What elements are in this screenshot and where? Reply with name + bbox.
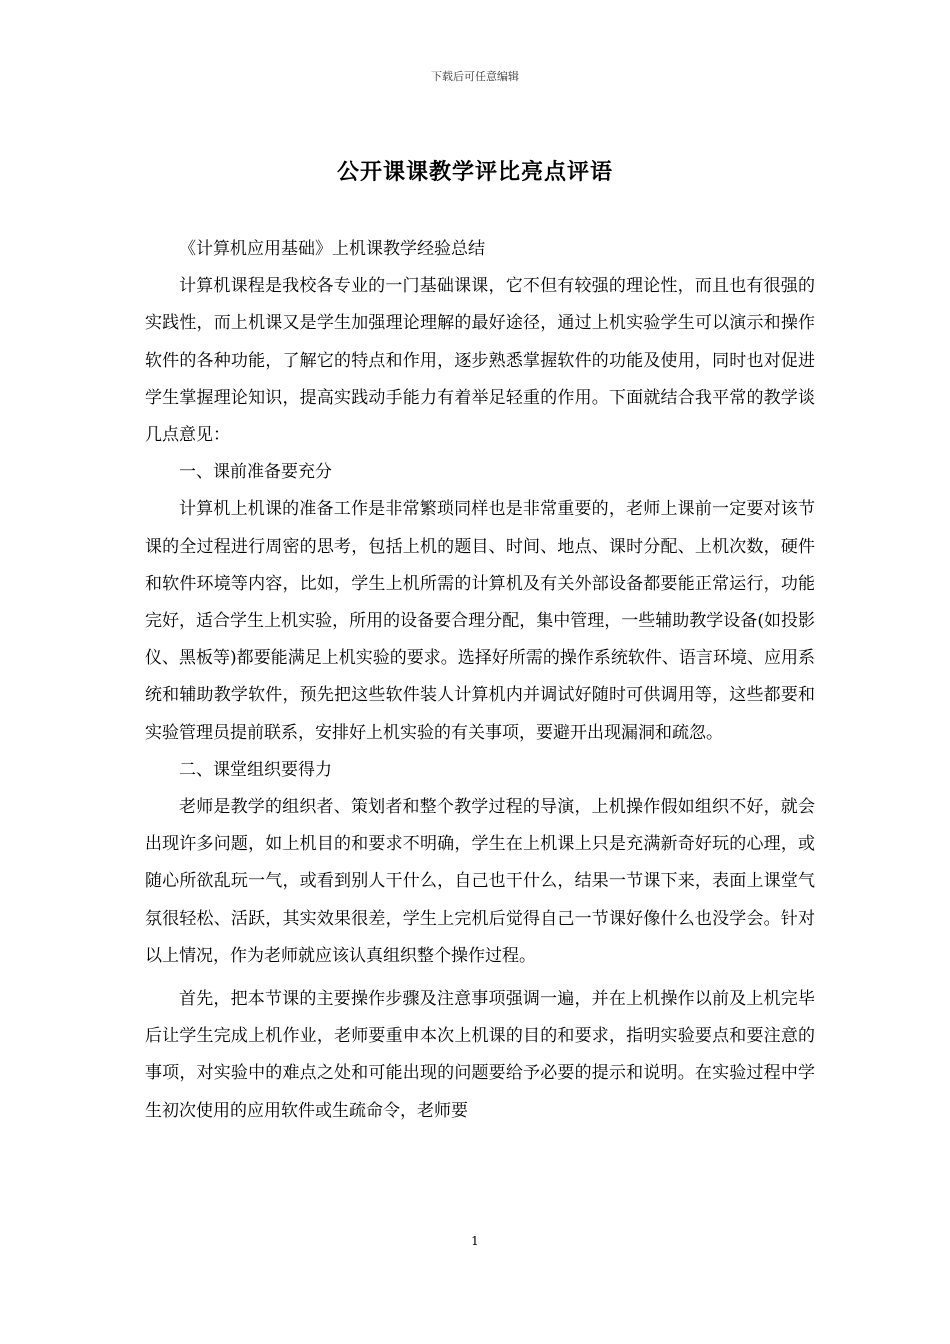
body-paragraph: 老师是教学的组织者、策划者和整个教学过程的导演，上机操作假如组织不好，就会出现许多问题，如上机目的和要求不明确，学生在上机课上只是充满新奇好玩的心理，或随心所欲乱玩一气，或看到别人干什么，自己也干什么，结果一节课下来，表面上课堂气氛很轻松、活跃，其实效果很差，学生上完机后觉得自己一节课好像什么也没学会。针对以上情况，作为老师就应该认真组织整个操作过程。 <box>145 797 815 966</box>
document-title: 公开课课教学评比亮点评语 <box>336 159 613 185</box>
body-paragraph: 计算机上机课的准备工作是非常繁琐同样也是非常重要的，老师上课前一定要对该节课的全过程进行周密的思考，包括上机的题目、时间、地点、课时分配、上机次数，硬件和软件环境等内容，比如，学生上机所需的计算机及有关外部设备都要能正常运行，功能完好，适合学生上机实验，所用的设备要合理分配，集中管理，一些辅助教学设备(如投影仪、黑板等)都要能满足上机实验的要求。选择好所需的操作系统软件、语言环境、应用系统和辅助教学软件，预先把这些软件装人计算机内并调试好随时可供调用等，这些都要和实验管理员提前联系，安排好上机实验的有关事项，要避开出现漏洞和疏忽。 <box>145 499 815 743</box>
body-paragraph: 计算机课程是我校各专业的一门基础课课，它不但有较强的理论性，而且也有很强的实践性，而上机课又是学生加强理论理解的最好途径，通过上机实验学生可以演示和操作软件的各种功能，了解它的特点和作用，逐步熟悉掌握软件的功能及使用，同时也对促进学生掌握理论知识，提高实践动手能力有着举足轻重的作用。下面就结合我平常的教学谈几点意见： <box>145 276 815 446</box>
subtitle-paragraph: 《计算机应用基础》上机课教学经验总结 <box>179 239 485 259</box>
header-note: 下载后可任意编辑 <box>431 70 519 83</box>
page-number: 1 <box>471 1234 479 1248</box>
body-paragraph: 首先，把本节课的主要操作步骤及注意事项强调一遍，并在上机操作以前及上机完毕后让学生完成上机作业，老师要重申本次上机课的目的和要求，指明实验要点和要注意的事项，对实验中的难点之处和可能出现的问题要给予必要的提示和说明。在实验过程中学生初次使用的应用软件或生疏命令，老师要 <box>145 989 815 1121</box>
document-body <box>145 231 815 1130</box>
section-heading: 二、课堂组织要得力 <box>179 759 332 780</box>
section-heading: 一、课前准备要充分 <box>179 462 332 483</box>
